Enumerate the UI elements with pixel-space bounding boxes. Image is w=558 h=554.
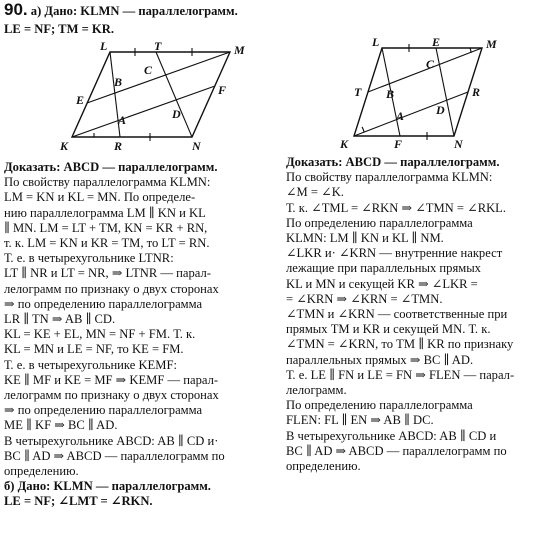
point-label: A xyxy=(118,113,127,127)
point-label: K xyxy=(340,137,349,151)
text-line: Т. е. в четырехугольнике LTNR: xyxy=(4,251,174,266)
point-label: F xyxy=(394,137,403,151)
text-line: По определению параллелограмма xyxy=(286,398,473,413)
point-label: N xyxy=(454,137,463,151)
point-label: R xyxy=(114,139,123,152)
text-line: BC ∥ AD ⇒ ABCD — параллелограмм по xyxy=(286,443,507,458)
point-label: L xyxy=(372,36,380,49)
text-line: лелограмм. xyxy=(286,383,347,397)
point-label: L xyxy=(100,42,108,53)
given-a-line2: LE = NF; TM = KR. xyxy=(4,22,114,36)
point-label: K xyxy=(60,139,69,152)
text-line: В четырехугольнике ABCD: AB ∥ CD и xyxy=(286,428,497,443)
given-a-line1: а) Дано: KLMN — параллелограмм. xyxy=(30,4,238,18)
text-line: FLEN: FL ∥ EN ⇒ AB ∥ DC. xyxy=(286,413,434,428)
text-line: KLMN: LM ∥ KN и KL ∥ NM. xyxy=(286,231,444,245)
point-label: C xyxy=(426,57,435,71)
text-line: Т. к. ∠TML = ∠RKN ⇒ ∠TMN = ∠RKL. xyxy=(286,200,507,215)
problem-header xyxy=(4,0,238,19)
text-line: лелограмм по признаку о двух сторонах xyxy=(4,281,219,296)
point-label: B xyxy=(386,87,395,101)
text-line: определению. xyxy=(286,459,361,473)
point-label: E xyxy=(76,93,85,107)
text-line: LM = KN и KL = MN. По определе- xyxy=(4,190,196,205)
text-line: ME ∥ KF ⇒ BC ∥ AD. xyxy=(4,418,118,433)
point-label: C xyxy=(144,63,153,77)
text-line: LR ∥ TN ⇒ AB ∥ CD. xyxy=(4,312,116,326)
text-line: Доказать: ABCD — параллелограмм. xyxy=(4,160,218,174)
text-line: LT ∥ NR и LT = NR, ⇒ LTNR — парал- xyxy=(4,266,211,281)
text-line: ∠LKR и· ∠KRN — внутренние накрест xyxy=(286,246,503,261)
text-line: По определению параллелограмма xyxy=(286,215,473,230)
text-line: прямых TM и KR и секущей MN. Т. к. xyxy=(286,322,491,337)
point-label: T xyxy=(354,85,362,99)
text-line: ∥ MN. LM = LT + TM, KN = KR + RN, xyxy=(4,220,208,235)
text-line: Т. е. в четырехугольнике KEMF: xyxy=(4,357,177,372)
text-line: В четырехугольнике ABCD: AB ∥ CD и· xyxy=(4,433,219,448)
point-label: B xyxy=(114,75,123,89)
text-line: ⇒ по определению параллелограмма xyxy=(4,403,203,418)
point-label: A xyxy=(396,109,405,123)
text-line: Доказать: ABCD — параллелограмм. xyxy=(286,155,500,169)
text-line: BC ∥ AD ⇒ ABCD — параллелограмм по xyxy=(4,448,225,463)
text-line: По свойству параллелограмма KLMN: xyxy=(286,170,493,185)
text-line: KL и MN и секущей KR ⇒ ∠LKR = xyxy=(286,276,478,291)
point-label: E xyxy=(432,36,441,49)
text-line: лежащие при параллельных прямых xyxy=(286,261,481,276)
problem-number: 90. xyxy=(4,0,28,19)
text-line: KL = KE + EL, MN = NF + FM. Т. к. xyxy=(4,327,196,342)
text-line: ⇒ по определению параллелограмма xyxy=(4,296,203,311)
text-line: параллельных прямых ⇒ BC ∥ AD. xyxy=(286,352,474,367)
text-line: ∠M = ∠K. xyxy=(286,185,344,200)
figure-left-parallelogram xyxy=(60,42,260,152)
point-label: D xyxy=(172,107,181,121)
point-label: M xyxy=(234,43,245,57)
text-line: KE ∥ MF и KE = MF ⇒ KEMF — парал- xyxy=(4,372,219,387)
text-line: KL = MN и LE = NF, то KE = FM. xyxy=(4,342,184,357)
point-label: M xyxy=(486,37,497,51)
text-line: ∠TMN = ∠KRN, то TM ∥ KR по признаку xyxy=(286,337,514,352)
figure-right-parallelogram xyxy=(340,36,500,151)
text-line: определению. xyxy=(4,464,79,478)
point-label: D xyxy=(436,103,445,117)
text-line: По свойству параллелограмма KLMN: xyxy=(4,175,211,190)
text-line: ∠TMN и ∠KRN — соответственные при xyxy=(286,307,508,321)
text-line: б) Дано: KLMN — параллелограмм. xyxy=(4,479,211,494)
text-line: = ∠KRN ⇒ ∠KRN = ∠TMN. xyxy=(286,291,443,306)
text-line: т. к. LM = KN и KR = TM, то LT = RN. xyxy=(4,236,210,250)
point-label: F xyxy=(218,83,227,97)
point-label: N xyxy=(192,139,201,152)
text-line: лелограмм по признаку о двух сторонах xyxy=(4,388,219,402)
text-line: LE = NF; ∠LMT = ∠RKN. xyxy=(4,494,153,509)
point-label: R xyxy=(472,85,481,99)
text-line: нию параллелограмма LM ∥ KN и KL xyxy=(4,205,206,220)
point-label: T xyxy=(154,42,162,53)
text-line: Т. е. LE ∥ FN и LE = FN ⇒ FLEN — парал- xyxy=(286,367,515,382)
